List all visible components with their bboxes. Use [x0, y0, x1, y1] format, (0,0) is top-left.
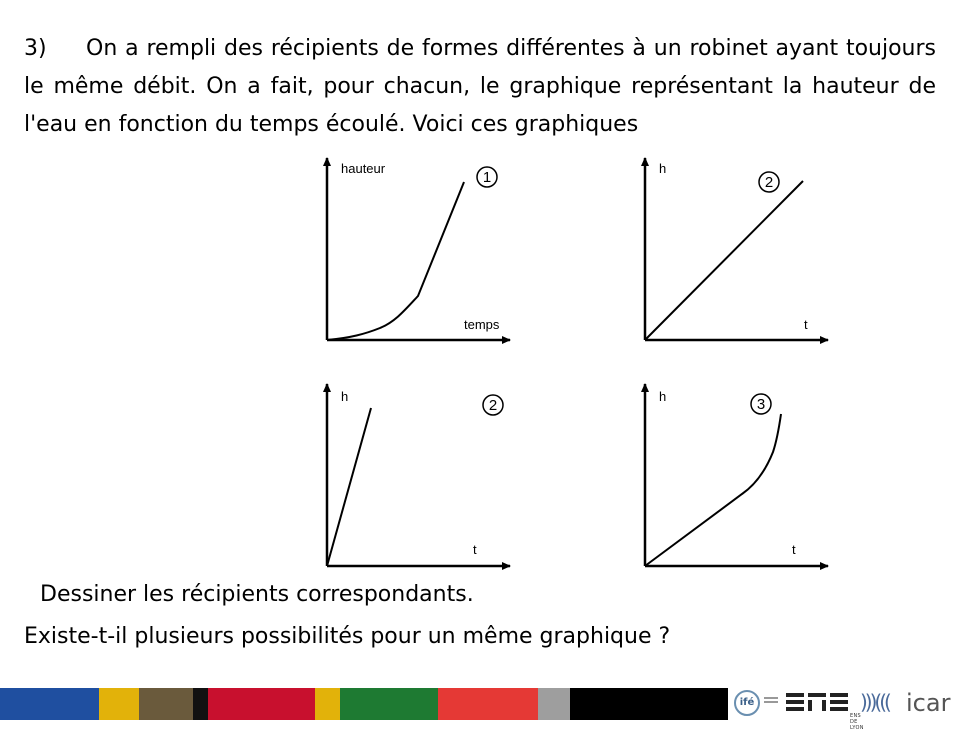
footer-segment: [193, 688, 208, 720]
graph-1-x-label: temps: [464, 317, 500, 332]
footer-segment: [538, 688, 570, 720]
instruction-text: Dessiner les récipients correspondants.: [40, 582, 474, 607]
followup-question: Existe-t-il plusieurs possibilités pour un même graphique ?: [24, 624, 671, 649]
graph-1-badge: [477, 167, 497, 187]
graph-2-badge-number: 2: [764, 174, 774, 191]
question-text: On a rempli des récipients de formes différentes à un robinet ayant toujours le même débit. On a fait, pour chacun, le graphique représentant la hauteur de l'eau en fonction du temps écoulé. Voici ces graphiques: [24, 36, 936, 137]
graph-4-badge-number: 3: [756, 396, 766, 413]
footer-segment: [340, 688, 438, 720]
graph-4-badge: [751, 394, 771, 414]
graph-2-badge: [759, 172, 779, 192]
footer-segment: [438, 688, 538, 720]
question-number: 3): [24, 36, 47, 61]
graph-2-y-label: h: [659, 161, 667, 176]
waves-icon: )))(((: [860, 690, 889, 714]
graph-1-curve: [327, 182, 464, 340]
graph-3-y-label: h: [341, 389, 349, 404]
graph-4-y-label: h: [659, 389, 667, 404]
graph-3-curve: [327, 408, 371, 566]
graph-3-x-label: t: [473, 542, 477, 557]
graph-1: [327, 158, 510, 340]
graph-4-x-label: t: [792, 542, 796, 557]
graph-1-y-label: hauteur: [341, 161, 386, 176]
graph-3: [327, 384, 510, 566]
footer-segment: [99, 688, 139, 720]
icar-logo: icar: [906, 689, 951, 717]
graph-3-badge: [483, 395, 503, 415]
ife-logo-lines: [764, 697, 778, 707]
ens-logo-mark: [786, 691, 850, 713]
ife-logo: ifé: [734, 690, 760, 716]
graph-2-x-label: t: [804, 317, 808, 332]
ens-logo-subtitle: ENS DE LYON: [850, 713, 864, 731]
footer-logos: [728, 688, 960, 731]
footer-segment: [315, 688, 340, 720]
ens-logo: [786, 691, 864, 731]
graph-1-badge-number: 1: [482, 169, 492, 186]
graph-4-curve: [645, 414, 781, 566]
footer-segment: [0, 688, 99, 720]
graph-2-curve: [645, 181, 803, 340]
footer-segment: [570, 688, 728, 720]
footer-segment: [208, 688, 315, 720]
graph-3-badge-number: 2: [488, 397, 498, 414]
footer-segment: [139, 688, 193, 720]
graph-4: [645, 384, 828, 566]
graph-2: [645, 158, 828, 340]
